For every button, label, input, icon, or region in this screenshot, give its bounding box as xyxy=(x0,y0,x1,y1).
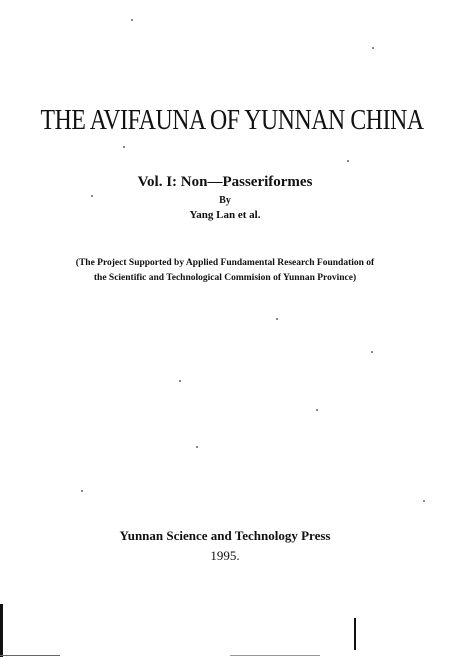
scan-speck xyxy=(179,380,181,382)
scan-speck xyxy=(276,318,278,320)
scan-speck xyxy=(196,446,198,448)
scan-mark-bottom-line xyxy=(0,655,60,656)
scan-speck xyxy=(371,351,373,353)
scan-speck xyxy=(123,146,125,148)
publisher-name: Yunnan Science and Technology Press xyxy=(119,528,331,543)
project-note-line-1: (The Project Supported by Applied Fundamental Research Foundation of xyxy=(75,258,375,268)
scan-mark-bottom-dash xyxy=(230,655,320,656)
by-label: By xyxy=(219,195,231,206)
project-note xyxy=(0,256,450,286)
scan-speck xyxy=(316,409,318,411)
book-title: THE AVIFAUNA OF YUNNAN CHINA xyxy=(40,104,424,136)
scan-speck xyxy=(91,195,93,197)
publication-year: 1995. xyxy=(210,548,240,563)
scan-mark-vertical-stroke xyxy=(354,618,356,650)
scan-speck xyxy=(347,160,349,162)
project-note-line-2: the Scientific and Technological Commision of Yunnan Province) xyxy=(93,273,357,283)
scan-speck xyxy=(372,47,374,49)
scan-mark-left-edge xyxy=(0,604,3,657)
scan-speck xyxy=(131,19,133,21)
volume-subtitle: Vol. I: Non—Passeriformes xyxy=(137,174,313,190)
author-name: Yang Lan et al. xyxy=(189,209,261,221)
scan-speck xyxy=(81,490,83,492)
scan-speck xyxy=(423,500,425,502)
